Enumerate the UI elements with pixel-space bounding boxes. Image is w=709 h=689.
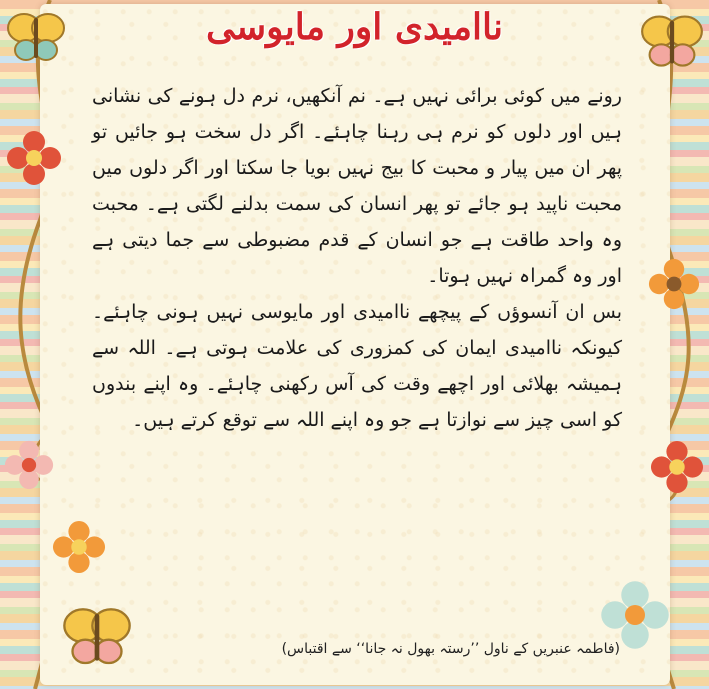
- flower-icon: [6, 130, 62, 186]
- flower-icon: [4, 440, 54, 490]
- butterfly-icon: [60, 600, 134, 670]
- flower-icon: [648, 258, 700, 310]
- flower-icon: [650, 440, 704, 494]
- flower-icon: [600, 580, 670, 650]
- source-credit: (فاطمہ عنبریں کے ناول ’’رستہ بھول نہ جانا‘‘ سے اقتباس): [281, 641, 620, 657]
- paragraph: بس ان آنسوؤں کے پیچھے ناامیدی اور مایوسی نہیں ہونی چاہئے۔ کیونکہ ناامیدی ایمان کی کمزوری کی علامت ہوتی ہے۔ اللہ سے ہمیشہ بھلائی اور اچھے وقت کی آس رکھنی چاہئے۔ وہ اپنے بندوں کو اسی چیز سے نوازتا ہے جو وہ اپنے اللہ سے توقع کرتے ہیں۔: [92, 301, 622, 431]
- paragraph: رونے میں کوئی برائی نہیں ہے۔ نم آنکھیں، نرم دل ہونے کی نشانی ہیں اور دلوں کو نرم ہی رہنا چاہئے۔ اگر دل سخت ہو جائیں تو پھر ان میں پیار و محبت کا بیج نہیں بویا جا سکتا اور اگر دلوں میں محبت ناپید ہو جائے تو پھر انسان کی سمت بدلنے لگتی ہے۔ محبت وہ واحد طاقت ہے جو انسان کے قدم مضبوطی سے جما دیتی ہے اور وہ گمراہ نہیں ہوتا۔: [92, 85, 622, 287]
- article-body: [92, 78, 622, 438]
- flower-icon: [52, 520, 106, 574]
- page-title: ناامیدی اور مایوسی: [205, 6, 504, 48]
